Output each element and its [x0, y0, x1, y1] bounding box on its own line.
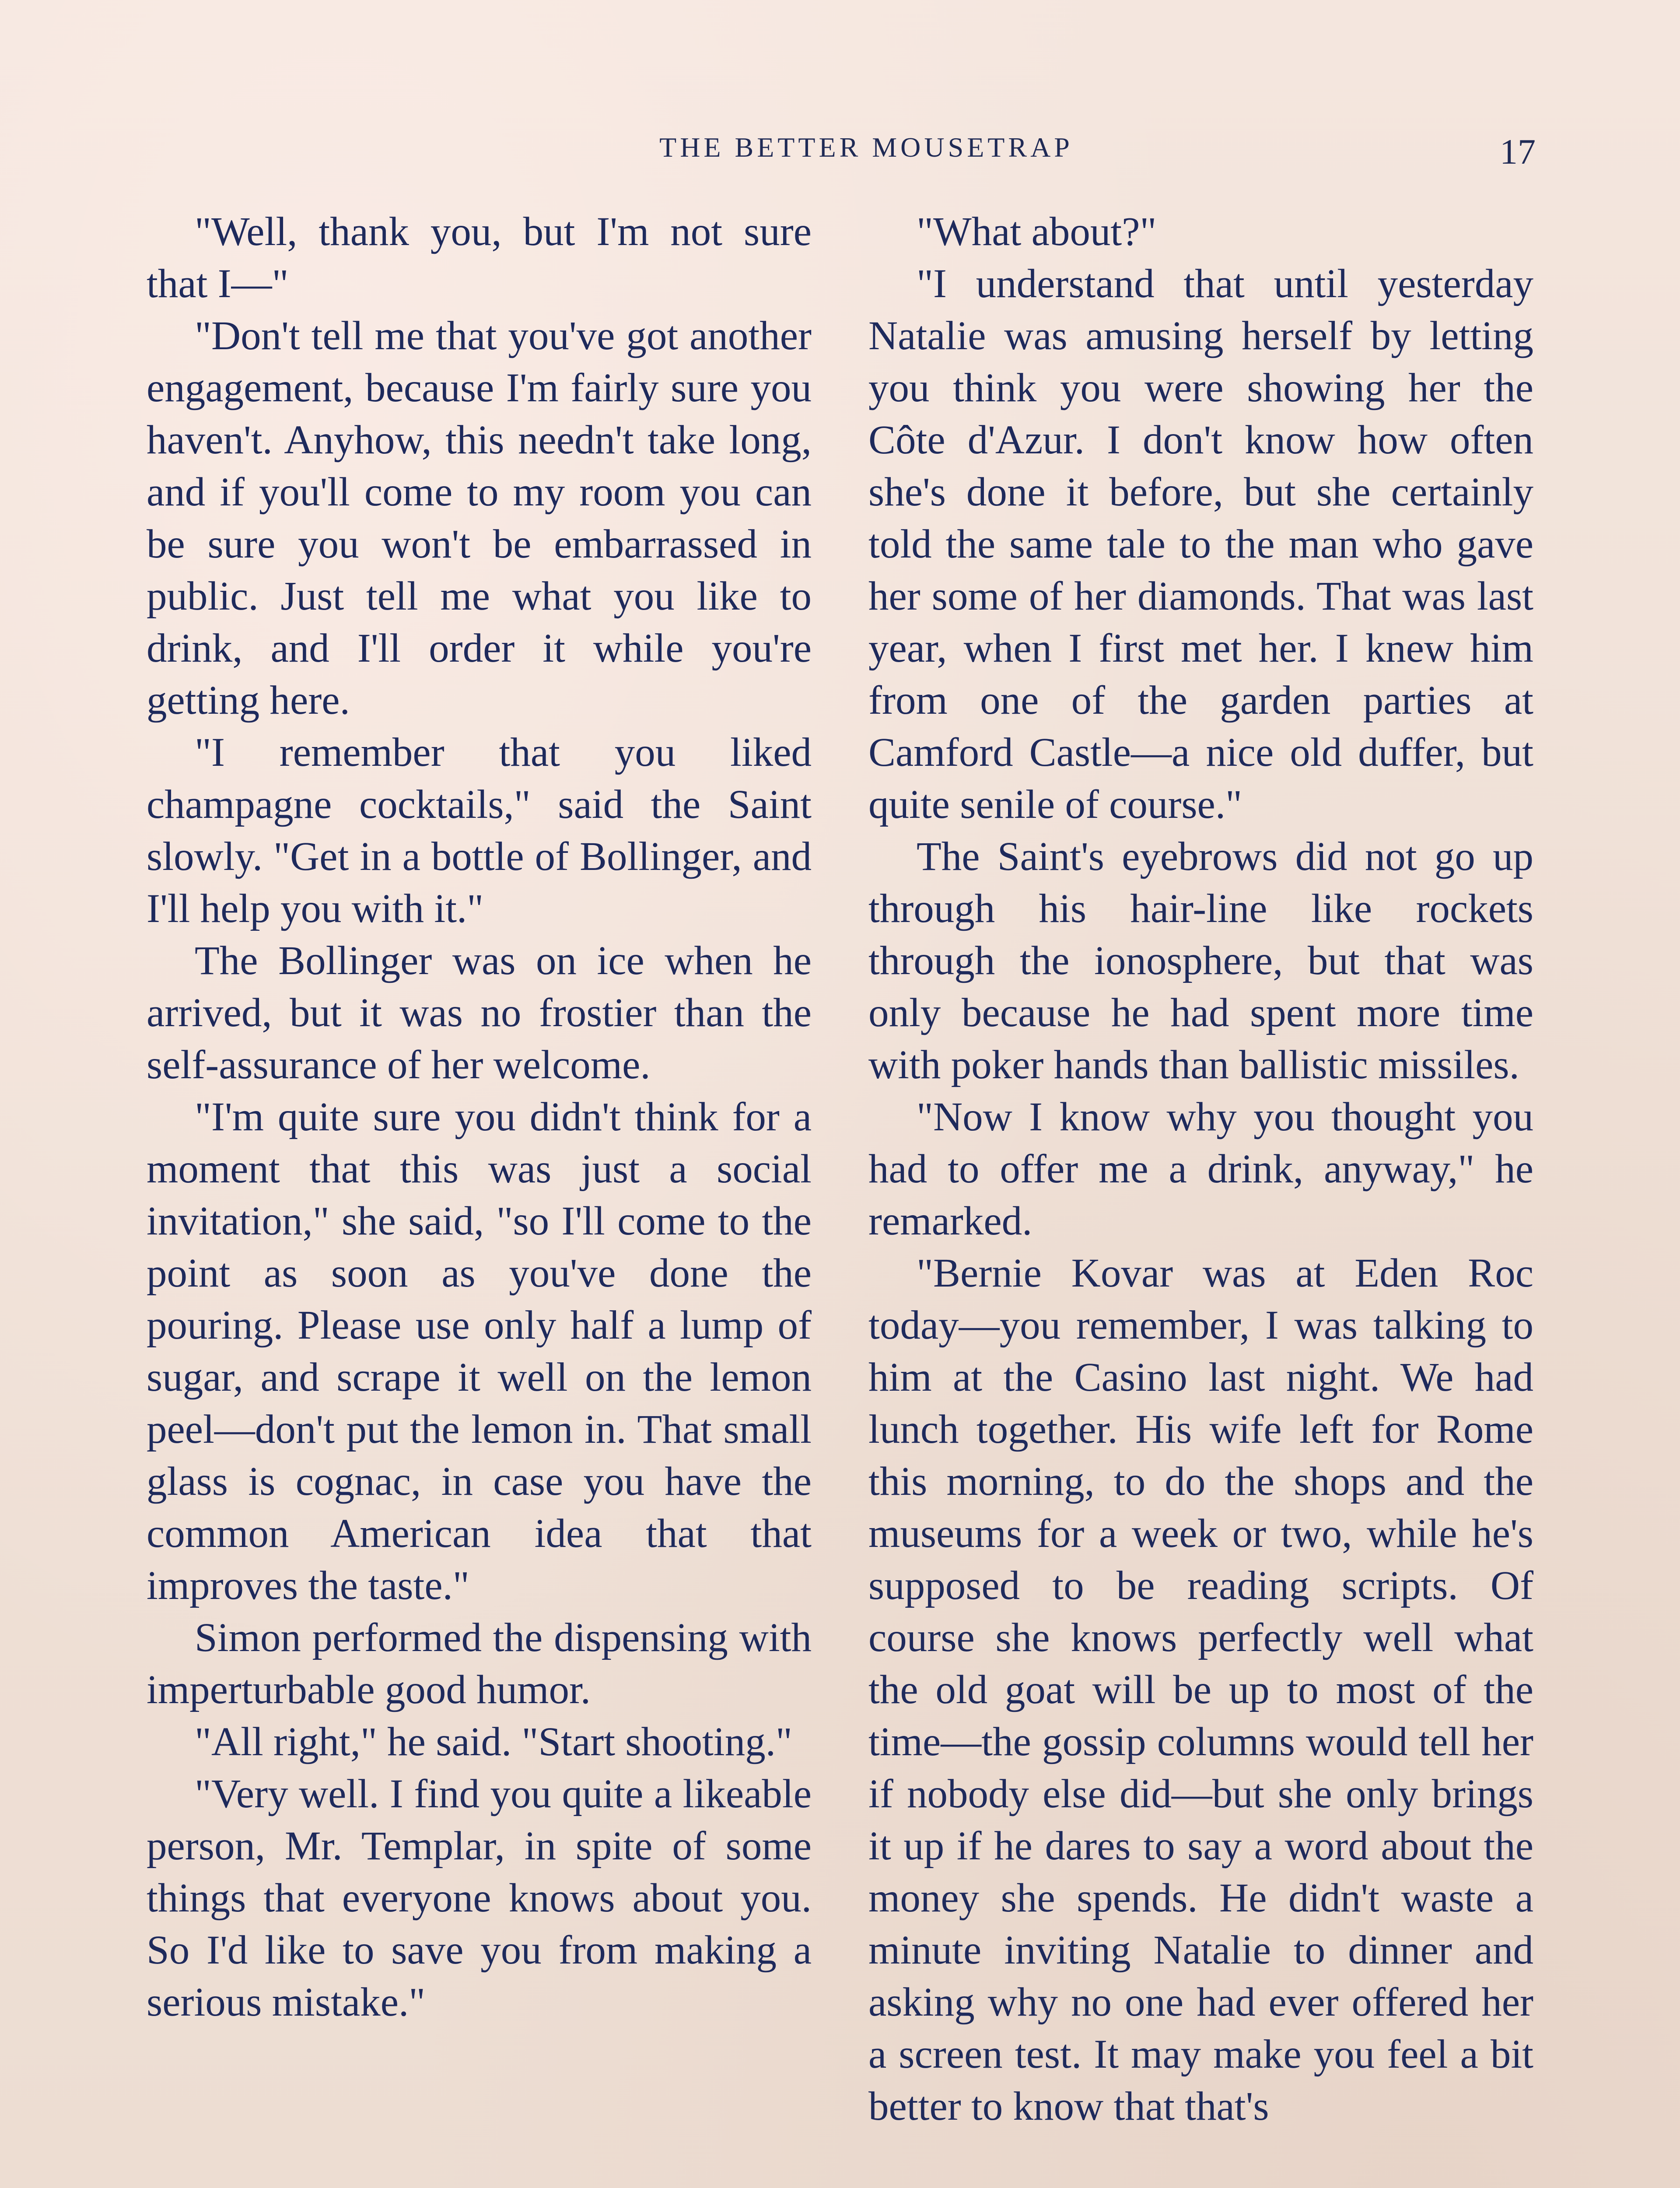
left-column [147, 206, 812, 2028]
running-head: THE BETTER MOUSETRAP [659, 132, 1073, 163]
right-column [868, 206, 1533, 2132]
page-number: 17 [1500, 132, 1536, 172]
paragraph: "Very well. I find you quite a likeable person, Mr. Templar, in spite of some things that everyone knows about you. So I'd like to save you from making a serious mistake." [147, 1771, 812, 2025]
paragraph: Simon performed the dispensing with imperturbable good humor. [147, 1615, 812, 1712]
paragraph: "All right," he said. "Start shooting." [195, 1719, 792, 1764]
paragraph: The Saint's eyebrows did not go up through his hair-line like rockets through the ionosphere, but that was only because he had spent more time with poker hands than ballistic missiles. [868, 834, 1533, 1087]
paragraph: "I understand that until yesterday Natalie was amusing herself by letting you think you were showing her the Côte d'Azur. I don't know how often she's done it before, but she certainly told the same tale to the man who gave her some of her diamonds. That was last year, when I first met her. I knew him from one of the garden parties at Camford Castle—a nice old duffer, but quite senile of course." [868, 261, 1533, 827]
paragraph: "Now I know why you thought you had to offer me a drink, anyway," he remarked. [868, 1094, 1533, 1244]
paragraph: "What about?" [917, 209, 1157, 254]
paragraph: "I'm quite sure you didn't think for a moment that this was just a social invitation," she said, "so I'll come to the point as soon as you've done the pouring. Please use only half a lump of sugar, and scrape it well on the lemon peel—don't put the lemon in. That small glass is cognac, in case you have the common American idea that that improves the taste." [147, 1094, 812, 1608]
paragraph: "Don't tell me that you've got another engagement, because I'm fairly sure you haven't. Anyhow, this needn't take long, and if you'll come to my room you can be sure you won't be embarrassed in public. Just tell me what you like to drink, and I'll order it while you're getting here. [147, 313, 812, 723]
paragraph: "I remember that you liked champagne cocktails," said the Saint slowly. "Get in a bottle of Bollinger, and I'll help you with it." [147, 730, 812, 931]
paragraph: "Bernie Kovar was at Eden Roc today—you remember, I was talking to him at the Casino last night. We had lunch together. His wife left for Rome this morning, to do the shops and the museums for a week or two, while he's supposed to be reading scripts. Of course she knows perfectly well what the old goat will be up to most of the time—the gossip columns would tell her if nobody else did—but she only brings it up if he dares to say a word about the money she spends. He didn't waste a minute inviting Natalie to dinner and asking why no one had ever offered her a screen test. It may make you feel a bit better to know that that's [868, 1251, 1533, 2129]
paragraph: "Well, thank you, but I'm not sure that I—" [147, 209, 812, 306]
paragraph: The Bollinger was on ice when he arrived, but it was no frostier than the self-assurance of her welcome. [147, 938, 812, 1087]
